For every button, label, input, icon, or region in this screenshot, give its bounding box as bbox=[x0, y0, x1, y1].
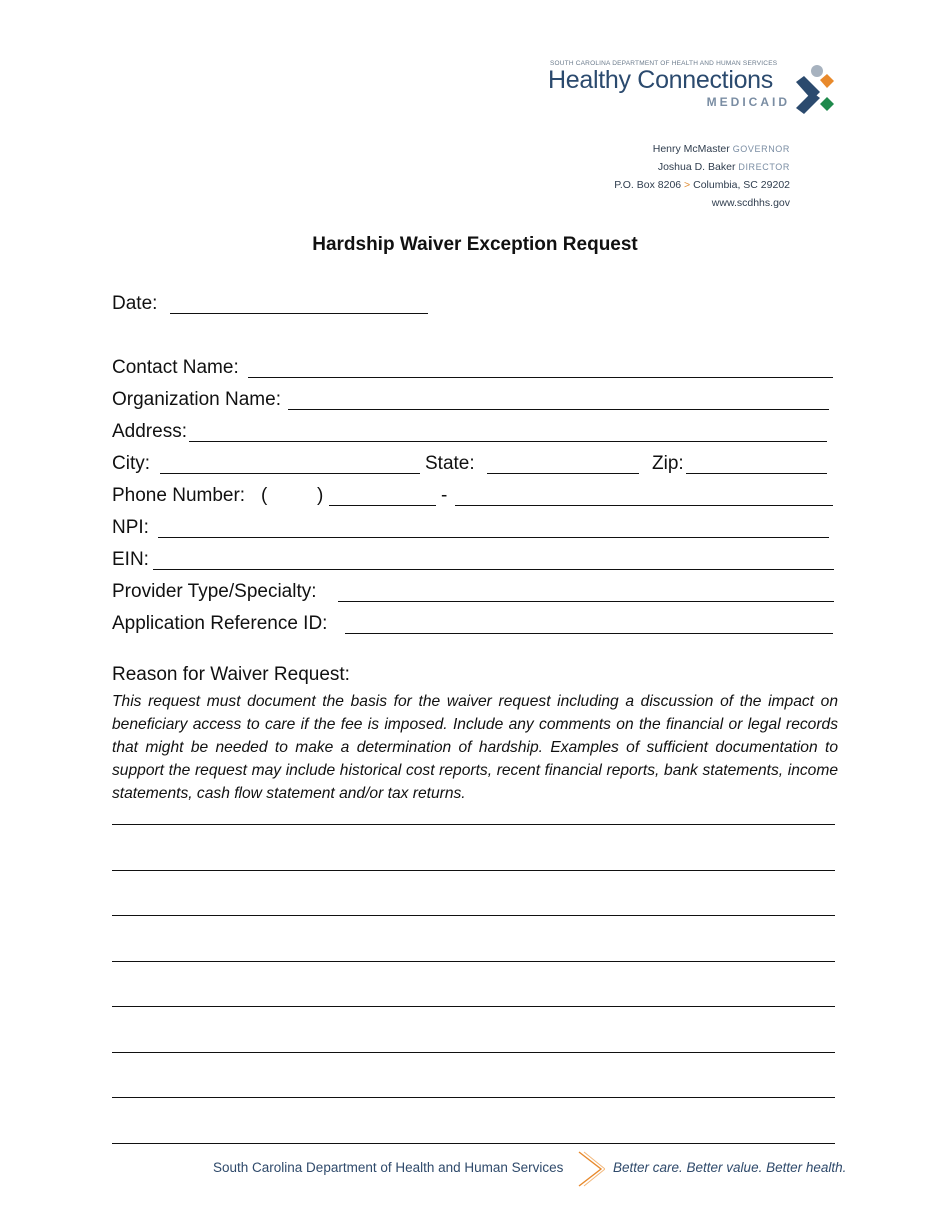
ein-label: EIN: bbox=[112, 549, 149, 570]
official-governor bbox=[614, 140, 790, 158]
reason-heading: Reason for Waiver Request: bbox=[112, 664, 350, 685]
director-role: DIRECTOR bbox=[738, 162, 790, 172]
date-field[interactable] bbox=[170, 313, 428, 314]
application-ref-field[interactable] bbox=[345, 633, 833, 634]
contact-name-label: Contact Name: bbox=[112, 357, 239, 378]
organization-name-field[interactable] bbox=[288, 409, 829, 410]
chevron-right-icon bbox=[575, 1150, 605, 1188]
footer-department: South Carolina Department of Health and Human Services bbox=[213, 1160, 564, 1175]
zip-label: Zip: bbox=[652, 453, 684, 474]
address-separator: > bbox=[684, 179, 691, 191]
zip-field[interactable] bbox=[686, 473, 827, 474]
reason-writing-line[interactable] bbox=[112, 1006, 835, 1007]
phone-prefix-field[interactable] bbox=[329, 505, 436, 506]
mailing-address bbox=[614, 176, 790, 194]
reason-writing-line[interactable] bbox=[112, 1052, 835, 1053]
address-label: Address: bbox=[112, 421, 187, 442]
provider-type-label: Provider Type/Specialty: bbox=[112, 581, 317, 602]
reason-writing-line[interactable] bbox=[112, 1143, 835, 1144]
phone-label: Phone Number: bbox=[112, 485, 246, 506]
governor-name: Henry McMaster bbox=[652, 143, 730, 155]
phone-line-field[interactable] bbox=[455, 505, 833, 506]
date-label: Date: bbox=[112, 293, 158, 314]
reason-writing-line[interactable] bbox=[112, 824, 835, 825]
state-field[interactable] bbox=[487, 473, 639, 474]
city-label: City: bbox=[112, 453, 150, 474]
npi-field[interactable] bbox=[158, 537, 829, 538]
brand-name: Healthy Connections bbox=[548, 66, 773, 94]
phone-dash: - bbox=[441, 485, 448, 506]
reason-writing-line[interactable] bbox=[112, 915, 835, 916]
phone-close-paren: ) bbox=[317, 485, 324, 506]
application-ref-label: Application Reference ID: bbox=[112, 613, 328, 634]
address-city: Columbia, SC 29202 bbox=[693, 179, 790, 191]
footer bbox=[213, 1160, 847, 1175]
healthy-connections-logo bbox=[550, 60, 840, 120]
brand-sub: MEDICAID bbox=[706, 95, 790, 109]
address-po: P.O. Box 8206 bbox=[614, 179, 682, 191]
provider-type-field[interactable] bbox=[338, 601, 834, 602]
website: www.scdhhs.gov bbox=[711, 197, 790, 209]
npi-label: NPI: bbox=[112, 517, 149, 538]
city-field[interactable] bbox=[160, 473, 420, 474]
reason-writing-line[interactable] bbox=[112, 961, 835, 962]
official-director bbox=[614, 158, 790, 176]
organization-name-label: Organization Name: bbox=[112, 389, 281, 410]
logo-mark-icon bbox=[790, 62, 840, 114]
officials-block bbox=[614, 140, 790, 212]
governor-role: GOVERNOR bbox=[732, 144, 790, 154]
state-label: State: bbox=[425, 453, 475, 474]
form-title: Hardship Waiver Exception Request bbox=[312, 234, 638, 255]
director-name: Joshua D. Baker bbox=[657, 161, 736, 173]
contact-name-field[interactable] bbox=[248, 377, 833, 378]
address-field[interactable] bbox=[189, 441, 827, 442]
department-line: SOUTH CAROLINA DEPARTMENT OF HEALTH AND HUMAN SERVICES bbox=[550, 60, 778, 67]
footer-slogan: Better care. Better value. Better health. bbox=[613, 1160, 847, 1175]
reason-instructions: This request must document the basis for the waiver request including a discussion of the impact on beneficiary access to care if the fee is imposed. Include any comments on the financial or legal records that might be needed to make a determination of hardship. Examples of sufficient documentation to support the request may include historical cost reports, recent financial reports, bank statements, income statements, cash flow statement and/or tax returns. bbox=[112, 693, 838, 802]
reason-writing-line[interactable] bbox=[112, 870, 835, 871]
reason-writing-line[interactable] bbox=[112, 1097, 835, 1098]
phone-open-paren: ( bbox=[261, 485, 268, 506]
ein-field[interactable] bbox=[153, 569, 834, 570]
